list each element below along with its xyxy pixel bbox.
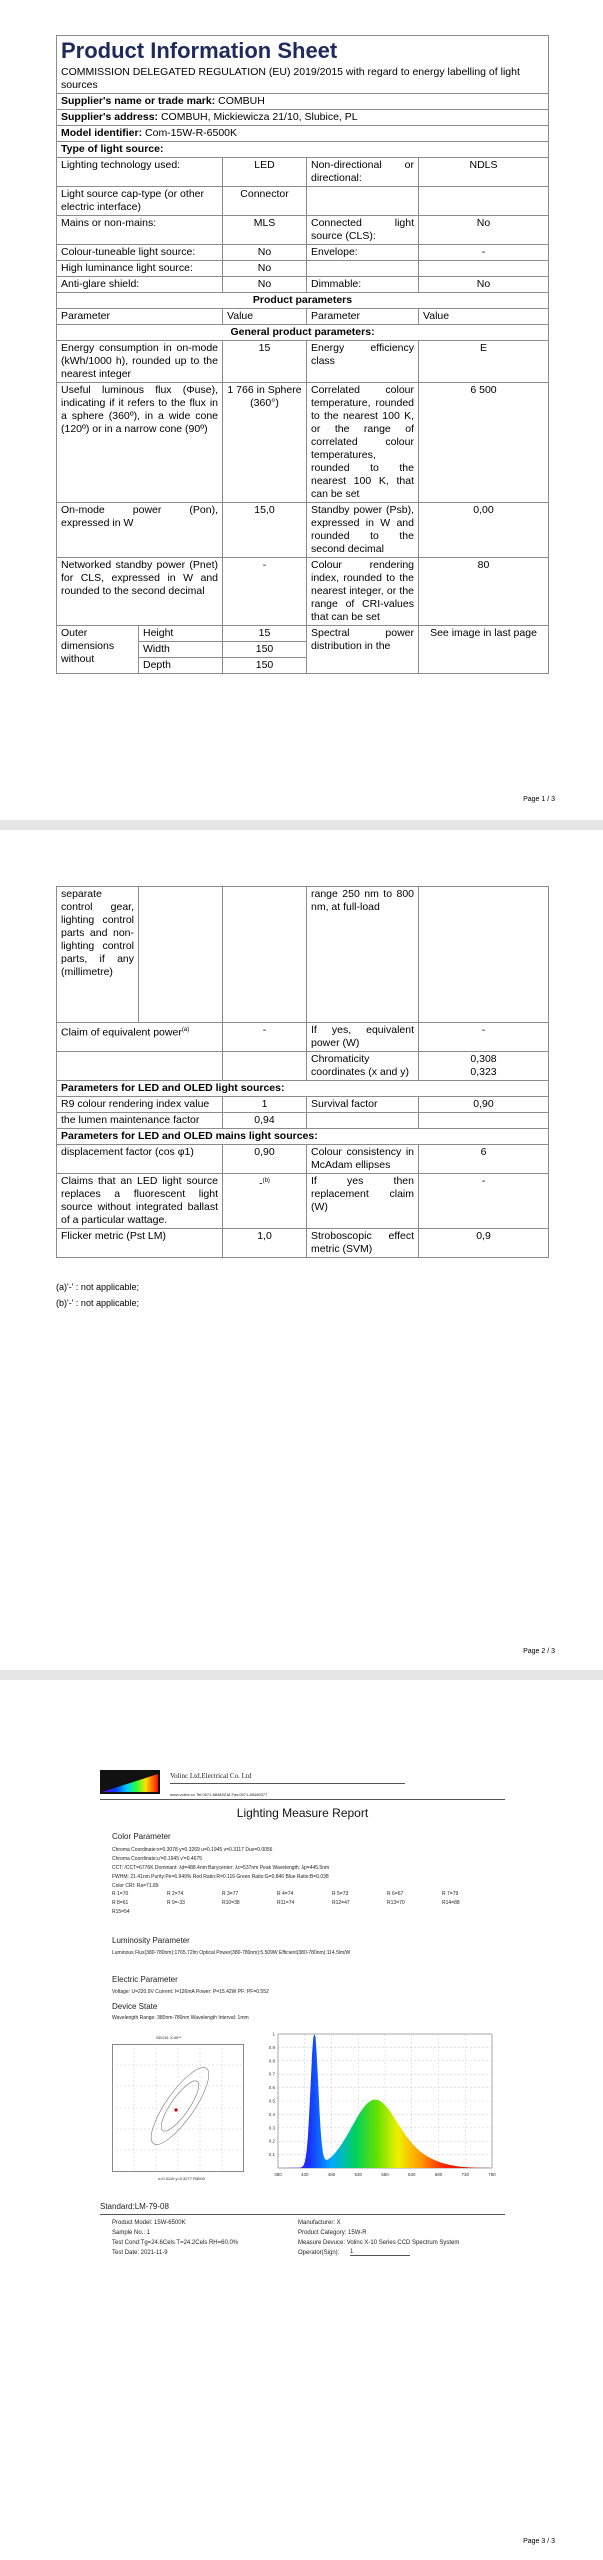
electric-line: Voltage: U=220.9V Current: I=126mA Power: P=15.42W PF: PF=0.552 — [112, 1989, 269, 1995]
supplier-name: COMBUH — [218, 95, 265, 107]
cct-label: Correlated colour temperature, rounded to the nearest 100 K, or the range of correlated colour temperatures, rounded to the nearest 100 K, that can be set — [307, 383, 419, 503]
electric-parameter-heading: Electric Parameter — [112, 1975, 178, 1984]
y-tick-label: 0.3 — [268, 2125, 275, 2131]
device-state-heading: Device State — [112, 2002, 158, 2011]
y-tick-label: 1 — [272, 2031, 275, 2037]
ri-value: R13=70 — [387, 1900, 405, 1906]
measure-device: Measure Devuce: Volinc X-10 Series CCD Spectrum System — [298, 2240, 460, 2246]
svm-value: 0,9 — [419, 1229, 549, 1258]
energy-consumption-value: 15 — [223, 341, 307, 383]
ri-value: R14=88 — [442, 1900, 460, 1906]
cri-value: 80 — [419, 558, 549, 626]
luminosity-parameter-heading: Luminosity Parameter — [112, 1936, 190, 1945]
spectral-label: Spectral power distribution in the — [307, 626, 419, 674]
survival-factor-label: Survival factor — [307, 1097, 419, 1113]
height-label: Height — [139, 626, 223, 642]
envelope-value: - — [419, 245, 549, 261]
light-source-type-heading: Type of light source: — [57, 142, 549, 158]
svm-label: Stroboscopic effect metric (SVM) — [307, 1229, 419, 1258]
colour-consistency-label: Colour consistency in McAdam ellipses — [307, 1145, 419, 1174]
chromaticity-values — [419, 1052, 549, 1081]
x-tick-label: 430 — [300, 2172, 309, 2177]
anti-glare-label: Anti-glare shield: — [57, 277, 223, 293]
ri-value: R 3=77 — [222, 1891, 239, 1897]
page-number-3: Page 3 / 3 — [523, 2538, 555, 2545]
x-tick-label: 580 — [381, 2172, 389, 2177]
page-1 — [0, 0, 603, 820]
x-tick-label: 530 — [354, 2172, 363, 2177]
led-mains-parameters-heading: Parameters for LED and OLED mains light sources: — [57, 1129, 549, 1145]
page-3 — [0, 1680, 603, 2560]
ri-value: R 9=-33 — [167, 1900, 185, 1906]
mains-label: Mains or non-mains: — [57, 216, 223, 245]
chroma-line-1: Chroma Coordinate:x=0.3078 y=0.3269 u=0.1945 v=0.3117 Duv=0.0056 — [112, 1847, 273, 1853]
ri-value: R 7=79 — [442, 1891, 459, 1897]
mains-value: MLS — [223, 216, 307, 245]
sample-no: Sample No.: 1 — [112, 2230, 151, 2236]
colour-tuneable-label: Colour-tuneable light source: — [57, 245, 223, 261]
energy-efficiency-value: E — [419, 341, 549, 383]
equivalent-power-yes-value: - — [419, 1023, 549, 1052]
equivalent-power-label — [57, 1023, 223, 1052]
luminous-flux-value: 1 766 in Sphere (360°) — [223, 383, 307, 503]
ri-value: R11=74 — [277, 1900, 295, 1906]
sdcm-label: SDCM: X:40** — [156, 2035, 182, 2040]
ri-value: R 5=73 — [332, 1891, 349, 1897]
supplier-address-label: Supplier's address: — [61, 111, 159, 123]
model-identifier: Com-15W-R-6500K — [145, 127, 238, 139]
manufacturer: Manufacturer: X — [298, 2220, 341, 2226]
product-info-table-part1 — [56, 35, 549, 674]
footer-rule — [100, 2214, 505, 2215]
height-value: 15 — [223, 626, 307, 642]
displacement-factor-value: 0,90 — [223, 1145, 307, 1174]
ri-value: R10=38 — [222, 1900, 240, 1906]
y-tick-label: 0.1 — [268, 2152, 275, 2158]
footnote-a: (a)'-' : not applicable; — [56, 1282, 139, 1292]
chromaticity-label: Chromaticity coordinates (x and y) — [307, 1052, 419, 1081]
non-directional-label: Non-directional or directional: — [307, 158, 419, 187]
flicker-metric-label: Flicker metric (Pst LM) — [57, 1229, 223, 1258]
cap-type-label: Light source cap-type (or other electric interface) — [57, 187, 223, 216]
y-tick-label: 0.2 — [268, 2138, 275, 2144]
operator-signature: 1 — [350, 2249, 410, 2256]
cct-line: CCT: /CCT=6776K Dominant: λd=488.4nm Barycenter: λc=537nm Peak Wavelength: λp=445.5nm — [112, 1865, 330, 1871]
model-label: Model identifier: — [61, 127, 143, 139]
wavelength-line: Wavelength Range: 380nm-780nm Wavelength Interval: 1mm — [112, 2015, 249, 2021]
chromaticity-y: 0,323 — [470, 1066, 497, 1078]
luminous-flux-label: Useful luminous flux (Φuse), indicating if it refers to the flux in a sphere (360º), in a wide cone (120º) or in a narrow cone (90º) — [57, 383, 223, 503]
company-contact: www.volinc.cn Tel:0571-88489218 Fax:0571-88489377 — [170, 1792, 268, 1797]
colour-tuneable-value: No — [223, 245, 307, 261]
dimmable-label: Dimmable: — [307, 277, 419, 293]
replacement-claim-text: - — [259, 1177, 263, 1190]
measure-report — [100, 1770, 505, 2510]
equivalent-power-footnote-ref: (a) — [181, 1027, 190, 1033]
ri-value: R 4=74 — [277, 1891, 294, 1897]
page-number-1: Page 1 / 3 — [523, 796, 555, 803]
ri-values — [112, 1891, 502, 1918]
x-tick-label: 630 — [407, 2172, 416, 2177]
report-title: Lighting Measure Report — [236, 1806, 369, 1820]
y-tick-label: 0.9 — [268, 2044, 275, 2050]
x-tick-label: 480 — [327, 2172, 336, 2177]
sdcm-ellipse-diagram — [112, 2044, 244, 2172]
replacement-yes-label: If yes then replacement claim (W) — [307, 1174, 419, 1229]
r9-label: R9 colour rendering index value — [57, 1097, 223, 1113]
non-directional-value: NDLS — [419, 158, 549, 187]
ri-value: R12=47 — [332, 1900, 350, 1906]
anti-glare-value: No — [223, 277, 307, 293]
energy-efficiency-label: Energy efficiency class — [307, 341, 419, 383]
cap-type-value: Connector — [223, 187, 307, 216]
product-info-table-part2 — [56, 886, 549, 1258]
chromaticity-x: 0,308 — [470, 1053, 497, 1065]
column-header-parameter: Parameter — [57, 309, 223, 325]
test-condition: Test Cond:Tg=24.6Cels T=24.2Cels RH=60.0% — [112, 2240, 239, 2246]
column-header-value: Value — [223, 309, 307, 325]
cls-value: No — [419, 216, 549, 245]
page-title: Product Information Sheet — [61, 38, 338, 63]
company-name: Volinc Ltd.Electrical Co. Ltd — [170, 1772, 252, 1780]
product-category: Product Category: 15W-R — [298, 2230, 367, 2236]
fwhm-line: FWHM: 21.41nm Purity:Pe=6.949% Red Ratio:R=0.116 Green Ratio:G=0.846 Blue Ratio:B=0.038 — [112, 1874, 329, 1880]
header-rule — [170, 1783, 405, 1784]
equivalent-power-yes-label: If yes, equivalent power (W) — [307, 1023, 419, 1052]
spectral-value: See image in last page — [419, 626, 549, 674]
luminosity-line: Luminous Flux(380-780nm):1765.72lm Optical Power(380-780nm):5.509W Efficient(380-780nm):114.5lm/W — [112, 1950, 351, 1956]
high-luminance-value: No — [223, 261, 307, 277]
supplier-address: COMBUH, Mickiewicza 21/10, Slubice, PL — [160, 111, 358, 123]
y-tick-label: 0.8 — [268, 2058, 275, 2064]
networked-standby-label: Networked standby power (Pnet) for CLS, expressed in W and rounded to the second decimal — [57, 558, 223, 626]
supplier-name-label: Supplier's name or trade mark: — [61, 95, 216, 107]
high-luminance-label: High luminance light source: — [57, 261, 223, 277]
standby-power-label: Standby power (Psb), expressed in W and rounded to the second decimal — [307, 503, 419, 558]
column-header-value-2: Value — [419, 309, 549, 325]
operator-label: Operator(Sign): — [298, 2250, 340, 2256]
x-tick-label: 380 — [274, 2172, 282, 2177]
onmode-power-label: On-mode power (Pon), expressed in W — [57, 503, 223, 558]
onmode-power-value: 15,0 — [223, 503, 307, 558]
spectrum-logo — [100, 1770, 160, 1794]
test-date: Test Date: 2021-11-9 — [112, 2250, 168, 2256]
depth-value: 150 — [223, 658, 307, 674]
column-header-parameter-2: Parameter — [307, 309, 419, 325]
replacement-yes-value: - — [419, 1174, 549, 1229]
cls-label: Connected light source (CLS): — [307, 216, 419, 245]
cie-caption: x=0.3110 y=0.3277 R5000 — [158, 2176, 205, 2181]
ri-value: R 2=74 — [167, 1891, 184, 1897]
lighting-tech-value: LED — [223, 158, 307, 187]
cri-label: Colour rendering index, rounded to the nearest integer, or the range of CRI-values that can be set — [307, 558, 419, 626]
flicker-metric-value: 1,0 — [223, 1229, 307, 1258]
equivalent-power-value: - — [223, 1023, 307, 1052]
led-parameters-heading: Parameters for LED and OLED light sources: — [57, 1081, 549, 1097]
y-tick-label: 0.5 — [268, 2098, 275, 2104]
y-tick-label: 0.6 — [268, 2085, 275, 2091]
color-parameter-heading: Color Parameter — [112, 1832, 171, 1841]
equivalent-power-label-text: Claim of equivalent power — [61, 1026, 182, 1039]
page-2 — [0, 830, 603, 1670]
ri-value: R15=54 — [112, 1909, 130, 1915]
dimmable-value: No — [419, 277, 549, 293]
general-parameters-heading: General product parameters: — [57, 325, 549, 341]
depth-label: Depth — [139, 658, 223, 674]
footnote-b: (b)'-' : not applicable; — [56, 1298, 139, 1308]
survival-factor-value: 0,90 — [419, 1097, 549, 1113]
page-number-2: Page 2 / 3 — [523, 1648, 555, 1655]
envelope-label: Envelope: — [307, 245, 419, 261]
x-tick-label: 680 — [434, 2172, 443, 2177]
ri-value: R 6=67 — [387, 1891, 404, 1897]
lighting-tech-label: Lighting technology used: — [57, 158, 223, 187]
cct-value: 6 500 — [419, 383, 549, 503]
x-tick-label: 730 — [461, 2172, 470, 2177]
product-model: Product Model: 15W-6500K — [112, 2220, 186, 2226]
cri-line: Color CRI: Ra=71.89 — [112, 1883, 159, 1889]
width-label: Width — [139, 642, 223, 658]
networked-standby-value: - — [223, 558, 307, 626]
outer-dimensions-continued: separate control gear, lighting control parts and non-lighting control parts, if any (millimetre) — [57, 887, 139, 1023]
r9-value: 1 — [223, 1097, 307, 1113]
replacement-claim-value — [223, 1174, 307, 1229]
spectral-continued: range 250 nm to 800 nm, at full-load — [307, 887, 419, 1023]
standard-label: Standard:LM-79-08 — [100, 2202, 169, 2211]
ri-value: R 1=70 — [112, 1891, 129, 1897]
chroma-line-2: Chroma Coordinate:u'=0.1945 v'=0.4675 — [112, 1856, 203, 1862]
width-value: 150 — [223, 642, 307, 658]
spectral-distribution-chart — [260, 2026, 500, 2186]
x-tick-label: 780 — [488, 2172, 496, 2177]
y-tick-label: 0.7 — [268, 2071, 275, 2077]
lumen-maintenance-label: the lumen maintenance factor — [57, 1113, 223, 1129]
header-rule-2 — [100, 1799, 505, 1800]
replacement-claim-footnote-ref: (b) — [262, 1178, 270, 1184]
displacement-factor-label: displacement factor (cos φ1) — [57, 1145, 223, 1174]
y-tick-label: 0.4 — [268, 2111, 275, 2117]
ri-value: R 8=61 — [112, 1900, 129, 1906]
colour-consistency-value: 6 — [419, 1145, 549, 1174]
lumen-maintenance-value: 0,94 — [223, 1113, 307, 1129]
energy-consumption-label: Energy consumption in on-mode (kWh/1000 h), rounded up to the nearest integer — [57, 341, 223, 383]
replacement-claim-label: Claims that an LED light source replaces a fluorescent light source without integrated ballast of a particular wattage. — [57, 1174, 223, 1229]
standby-power-value: 0,00 — [419, 503, 549, 558]
regulation-text: COMMISSION DELEGATED REGULATION (EU) 2019/2015 with regard to energy labelling of light sources — [61, 66, 520, 91]
outer-dimensions-label: Outer dimensions without — [57, 626, 139, 674]
product-parameters-heading: Product parameters — [57, 293, 549, 309]
